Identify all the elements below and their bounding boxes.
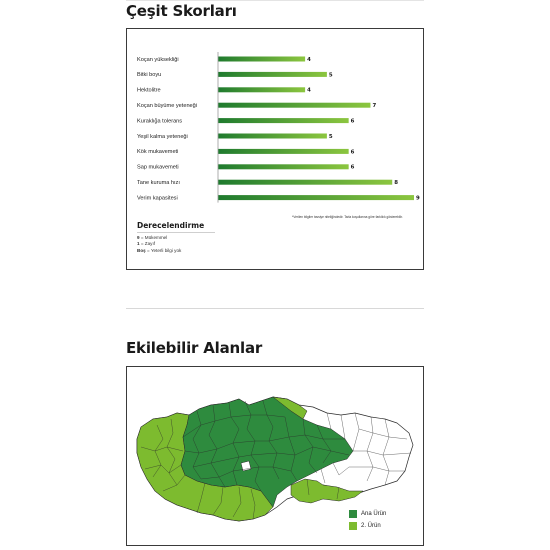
chart-note: *Verilen bilgiler tavsiye niteliğindedir. Tarla koşullarına göre farklılık gösterebilir.	[292, 215, 403, 219]
legend-label-secondary: 2. Ürün	[361, 523, 381, 529]
top-divider	[126, 0, 424, 1]
value-label: 7	[372, 103, 377, 110]
rating-legend-title: Derecelendirme	[137, 221, 215, 233]
rating-key: Boş	[137, 247, 146, 253]
areas-map-card	[126, 366, 424, 546]
score-bar	[218, 118, 349, 123]
legend-label-main: Ana Ürün	[361, 511, 387, 517]
rating-key: 1	[137, 241, 140, 247]
value-label: 5	[328, 72, 333, 79]
scores-title: Çeşit Skorları	[126, 2, 237, 20]
category-label: Yeşil kalma yeteneği	[137, 133, 188, 140]
rating-key: 9	[137, 234, 140, 240]
score-bar	[218, 195, 414, 200]
chart-bars	[137, 57, 420, 202]
score-bar	[218, 103, 370, 108]
areas-title: Ekilebilir Alanlar	[126, 339, 263, 357]
score-bar	[218, 149, 349, 154]
value-label: 6	[350, 149, 355, 156]
score-bar	[218, 57, 305, 62]
rating-label: = Mükemmel	[139, 234, 168, 240]
score-bar	[218, 87, 305, 92]
value-label: 8	[394, 180, 398, 187]
rating-legend-line	[137, 241, 277, 246]
category-label: Koçan büyüme yeteneği	[137, 103, 198, 109]
category-label: Koçan yüksekliği	[137, 56, 179, 63]
value-label: 4	[307, 87, 311, 94]
section-divider	[126, 308, 424, 309]
map-legend	[349, 510, 386, 534]
value-label: 6	[350, 164, 355, 171]
scores-chart	[127, 29, 423, 219]
rating-legend-line	[137, 248, 277, 253]
value-label: 5	[328, 133, 333, 140]
category-label: Sap mukavemeti	[137, 164, 179, 171]
rating-label: = Yeterli bilgi yok	[145, 247, 182, 253]
category-label: Verim kapasitesi	[137, 195, 178, 202]
score-bar	[218, 134, 327, 139]
scores-card	[126, 28, 424, 270]
category-label: Kuraklığa tolerans	[137, 118, 183, 125]
category-label: Kök mukavemeti	[137, 149, 179, 156]
score-bar	[218, 180, 392, 185]
map-legend-item	[349, 522, 386, 530]
rating-legend	[137, 221, 277, 253]
score-bar	[218, 164, 349, 169]
rating-legend-line	[137, 235, 277, 240]
category-label: Bitki boyu	[137, 72, 162, 79]
score-bar	[218, 72, 327, 77]
map-legend-item	[349, 510, 386, 518]
value-label: 9	[416, 195, 420, 202]
value-label: 4	[307, 56, 311, 63]
category-label: Hektolitre	[137, 87, 161, 94]
rating-label: = Zayıf	[139, 241, 156, 247]
legend-swatch-secondary	[349, 522, 357, 530]
category-label: Tane kuruma hızı	[137, 180, 180, 186]
legend-swatch-main	[349, 510, 357, 518]
value-label: 6	[350, 118, 355, 125]
